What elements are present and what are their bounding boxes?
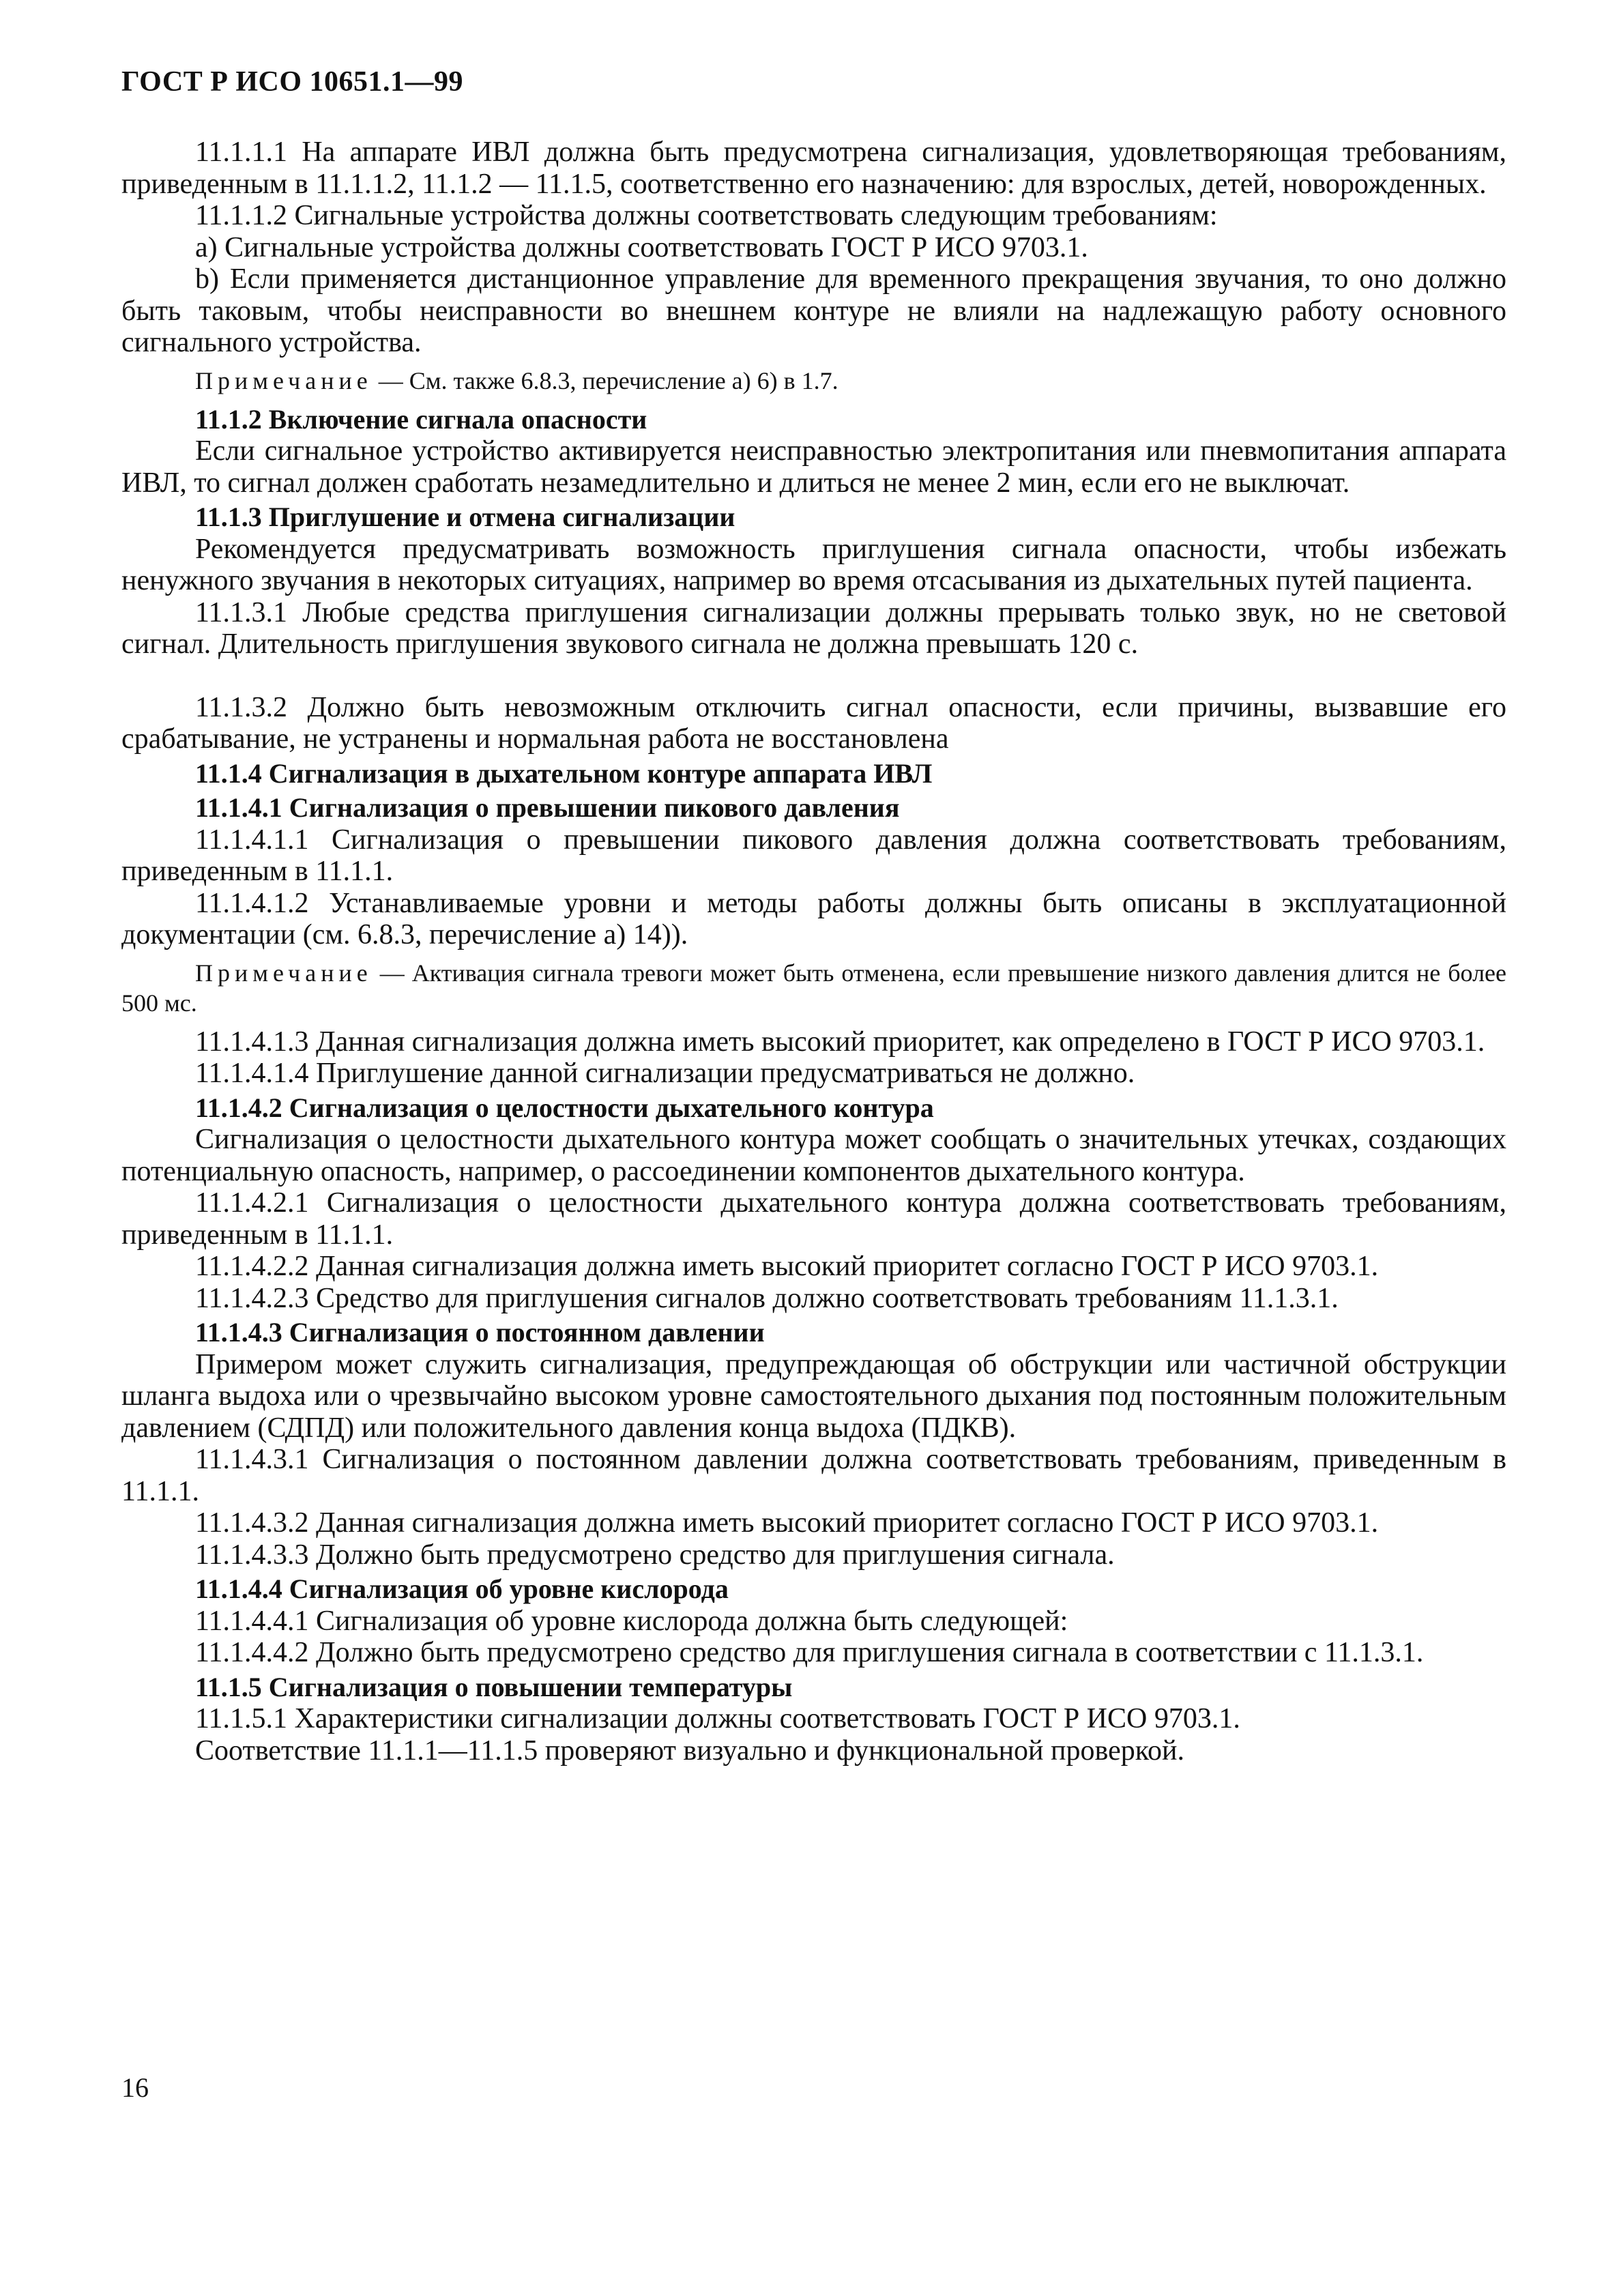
paragraph: 11.1.4.3.2 Данная сигнализация должна иметь высокий приоритет согласно ГОСТ Р ИСО 9703.1. [195,1507,1379,1539]
paragraph: 11.1.1.2 Сигнальные устройства должны соответствовать следующим требованиям: [195,200,1218,231]
paragraph: Соответствие 11.1.1—11.1.5 проверяют визуально и функциональной проверкой. [195,1734,1184,1767]
subsection-heading: 11.1.4.4 Сигнализация об уровне кислорода [195,1573,729,1604]
paragraph: Рекомендуется предусматривать возможность приглушения сигнала опасности, чтобы избежать ненужного звучания в некоторых ситуациях, например во время отсасывания из дыхательных путей пациента. [121,533,1506,596]
subsection-heading: 11.1.4.3 Сигнализация о постоянном давлении [195,1317,765,1348]
note-text: — См. также 6.8.3, перечисление а) 6) в 1.7. [372,366,838,394]
paragraph: 11.1.4.1.1 Сигнализация о превышении пикового давления должна соответствовать требованиям, приведенным в 11.1.1. [121,824,1506,887]
paragraph: 11.1.4.1.4 Приглушение данной сигнализации предусматриваться не должно. [195,1058,1135,1089]
paragraph: 11.1.4.1.3 Данная сигнализация должна иметь высокий приоритет, как определено в ГОСТ Р ИСО 9703.1. [195,1026,1485,1058]
paragraph: 11.1.3.1 Любые средства приглушения сигнализации должны прерывать только звук, но не световой сигнал. Длительность приглушения звукового сигнала не должна превышать 120 с. [121,596,1506,660]
section-heading: 11.1.2 Включение сигнала опасности [195,403,647,435]
note-label: Примечание [195,959,373,987]
section-heading: 11.1.4 Сигнализация в дыхательном контуре аппарата ИВЛ [195,757,933,789]
subsection-heading: 11.1.4.1 Сигнализация о превышении пикового давления [195,792,900,823]
paragraph: Сигнализация о целостности дыхательного контура может сообщать о значительных утечках, создающих потенциальную опасность, например, о рассоединении компонентов дыхательного контура. [121,1124,1506,1187]
paragraph: 11.1.4.3.3 Должно быть предусмотрено средство для приглушения сигнала. [195,1539,1115,1571]
paragraph: 11.1.4.3.1 Сигнализация о постоянном давлении должна соответствовать требованиям, приведенным в 11.1.1. [121,1444,1506,1507]
section-heading: 11.1.5 Сигнализация о повышении температуры [195,1671,793,1702]
section-heading: 11.1.3 Приглушение и отмена сигнализации [195,502,735,532]
list-item: a) Сигнальные устройства должны соответствовать ГОСТ Р ИСО 9703.1. [195,231,1088,263]
note-label: Примечание [195,366,373,394]
note [121,366,1506,396]
paragraph: 11.1.4.4.2 Должно быть предусмотрено средство для приглушения сигнала в соответствии с 11.1.3.1. [195,1637,1424,1668]
paragraph: 11.1.3.2 Должно быть невозможным отключить сигнал опасности, если причины, вызвавшие его срабатывание, не устранены и нормальная работа не восстановлена [121,691,1506,755]
subsection-heading: 11.1.4.2 Сигнализация о целостности дыхательного контура [195,1092,934,1123]
paragraph: Примером может служить сигнализация, предупреждающая об обструкции или частичной обструкции шланга выдоха или о чрезвычайно высоком уровне самостоятельного дыхания под постоянным положительным давлением (СДПД) или положительного давления конца выдоха (ПДКВ). [121,1348,1506,1444]
paragraph: 11.1.5.1 Характеристики сигнализации должны соответствовать ГОСТ Р ИСО 9703.1. [195,1703,1240,1734]
paragraph: 11.1.4.2.2 Данная сигнализация должна иметь высокий приоритет согласно ГОСТ Р ИСО 9703.1. [195,1251,1379,1282]
note-text: — Активация сигнала тревоги может быть отменена, если превышение низкого давления длится не более 500 мс. [121,959,1506,1017]
paragraph: 11.1.4.2.3 Средство для приглушения сигналов должно соответствовать требованиям 11.1.3.1. [195,1282,1339,1314]
paragraph: 11.1.4.1.2 Устанавливаемые уровни и методы работы должны быть описаны в эксплуатационной документации (см. 6.8.3, перечисление а) 14)). [121,887,1506,950]
document-body [121,136,1506,1767]
paragraph: 11.1.4.2.1 Сигнализация о целостности дыхательного контура должна соответствовать требованиям, приведенным в 11.1.1. [121,1187,1506,1251]
page-number: 16 [121,2072,149,2103]
paragraph: Если сигнальное устройство активируется неисправностью электропитания или пневмопитания аппарата ИВЛ, то сигнал должен сработать незамедлительно и длиться не менее 2 мин, если его не выключат. [121,435,1506,499]
list-item: b) Если применяется дистанционное управление для временного прекращения звучания, то оно должно быть таковым, чтобы неисправности во внешнем контуре не влияли на надлежащую работу основного сигнального устройства. [121,263,1506,358]
paragraph: 11.1.1.1 На аппарате ИВЛ должна быть предусмотрена сигнализация, удовлетворяющая требованиям, приведенным в 11.1.1.2, 11.1.2 — 11.1.5, соответственно его назначению: для взрослых, детей, новорожденных. [121,136,1506,200]
document-header: ГОСТ Р ИСО 10651.1—99 [121,66,464,98]
note [121,958,1506,1018]
paragraph: 11.1.4.4.1 Сигнализация об уровне кислорода должна быть следующей: [195,1605,1068,1637]
